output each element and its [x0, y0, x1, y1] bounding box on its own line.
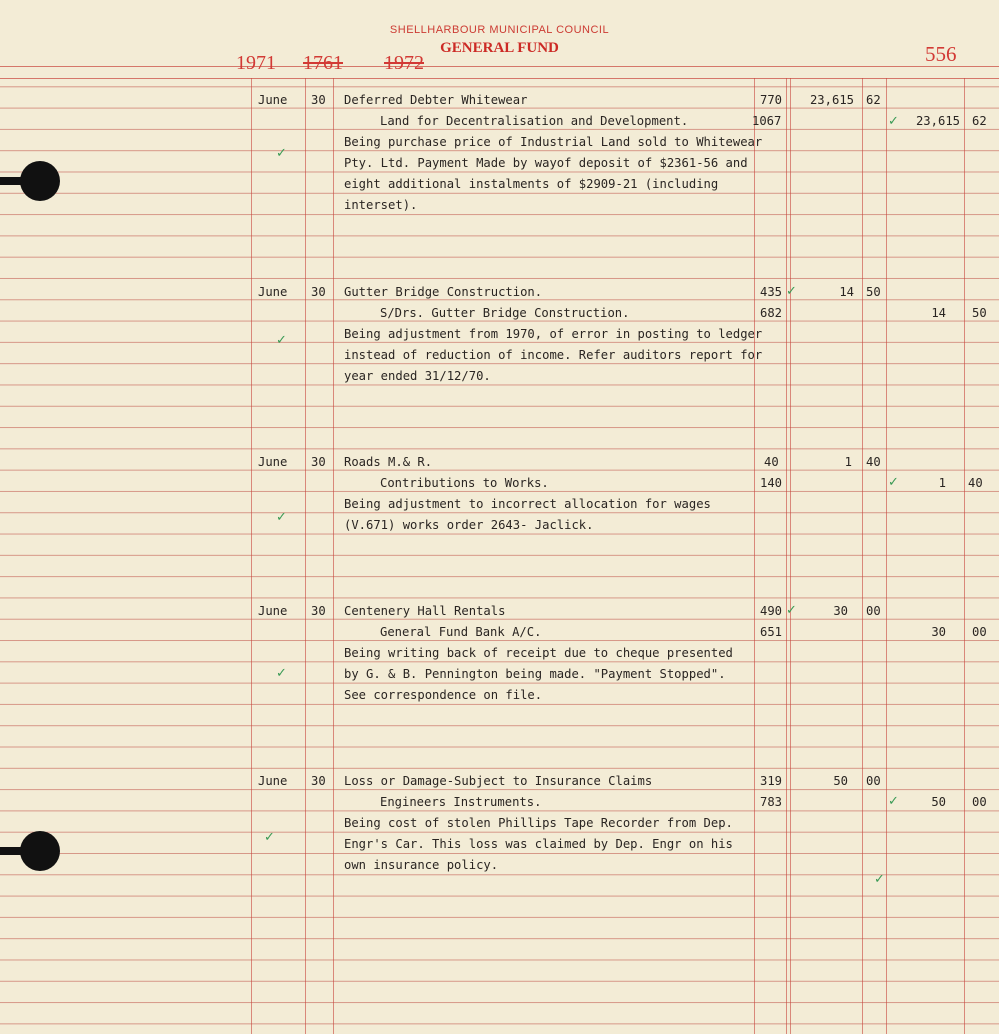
debit-account: Centenery Hall Rentals: [344, 604, 506, 618]
narration-line: Being cost of stolen Phillips Tape Recorder from Dep.: [344, 816, 733, 830]
page-number: 556: [925, 42, 957, 66]
header-rule-top: [0, 66, 999, 67]
credit-dollars: 14: [931, 306, 946, 320]
credit-dollars: 50: [931, 795, 946, 809]
entry-day: 30: [311, 285, 326, 299]
entry-month: June: [258, 455, 288, 469]
credit-folio: 1067: [752, 114, 782, 128]
credit-account: S/Drs. Gutter Bridge Construction.: [380, 306, 630, 320]
column-rule-debit: [790, 78, 791, 1034]
narration-line: instead of reduction of income. Refer auditors report for: [344, 348, 763, 362]
credit-cents: 50: [972, 306, 987, 320]
credit-cents: 40: [968, 476, 983, 490]
check-mark-icon: ✓: [888, 475, 899, 490]
debit-dollars: 50: [833, 774, 848, 788]
entry-month: June: [258, 604, 288, 618]
debit-cents: 62: [866, 93, 881, 107]
check-mark-icon: ✓: [786, 284, 797, 299]
check-mark-icon: ✓: [276, 666, 287, 681]
narration-line: Being purchase price of Industrial Land sold to Whitewear: [344, 135, 763, 149]
credit-account: General Fund Bank A/C.: [380, 625, 542, 639]
credit-account: Land for Decentralisation and Development.: [380, 114, 689, 128]
credit-dollars: 30: [931, 625, 946, 639]
narration-line: eight additional instalments of $2909-21 (including: [344, 177, 719, 191]
entry-day: 30: [311, 774, 326, 788]
column-rule-day: [305, 78, 306, 1034]
struck-year-1: 1761: [303, 52, 343, 74]
narration-line: Being adjustment from 1970, of error in posting to ledger: [344, 327, 763, 341]
column-rule-credit-cents: [964, 78, 965, 1034]
column-rule-folio-left: [754, 78, 755, 1034]
debit-dollars: 30: [833, 604, 848, 618]
credit-account: Contributions to Works.: [380, 476, 549, 490]
narration-line: See correspondence on file.: [344, 688, 543, 702]
debit-cents: 00: [866, 774, 881, 788]
binder-tab-top: [0, 177, 30, 185]
debit-cents: 00: [866, 604, 881, 618]
credit-account: Engineers Instruments.: [380, 795, 542, 809]
column-rule-folio-right: [786, 78, 787, 1034]
header-rule-bottom: [0, 78, 999, 79]
debit-account: Loss or Damage-Subject to Insurance Claims: [344, 774, 653, 788]
narration-line: own insurance policy.: [344, 858, 499, 872]
council-name: SHELLHARBOUR MUNICIPAL COUNCIL: [389, 24, 610, 36]
check-mark-icon: ✓: [888, 794, 899, 809]
narration-line: Being adjustment to incorrect allocation for wages: [344, 497, 711, 511]
debit-account: Gutter Bridge Construction.: [344, 285, 543, 299]
check-mark-icon: ✓: [874, 872, 885, 887]
debit-account: Roads M.& R.: [344, 455, 433, 469]
narration-line: Engr's Car. This loss was claimed by Dep. Engr on his: [344, 837, 733, 851]
credit-cents: 00: [972, 795, 987, 809]
credit-folio: 783: [760, 795, 783, 809]
column-rule-debit-cents: [862, 78, 863, 1034]
binder-tab-bottom: [0, 847, 30, 855]
column-rule-credit: [886, 78, 887, 1034]
credit-folio: 140: [760, 476, 783, 490]
fund-title: GENERAL FUND: [440, 40, 559, 56]
credit-cents: 62: [972, 114, 987, 128]
entry-month: June: [258, 774, 288, 788]
check-mark-icon: ✓: [264, 830, 275, 845]
entry-month: June: [258, 285, 288, 299]
column-rule-date: [251, 78, 252, 1034]
narration-line: interset).: [344, 198, 418, 212]
narration-line: Being writing back of receipt due to cheque presented: [344, 646, 733, 660]
narration-line: Pty. Ltd. Payment Made by wayof deposit of $2361-56 and: [344, 156, 748, 170]
debit-cents: 40: [866, 455, 881, 469]
credit-folio: 682: [760, 306, 783, 320]
check-mark-icon: ✓: [276, 146, 287, 161]
debit-folio: 490: [760, 604, 783, 618]
check-mark-icon: ✓: [276, 333, 287, 348]
entry-day: 30: [311, 455, 326, 469]
check-mark-icon: ✓: [276, 510, 287, 525]
debit-dollars: 23,615: [809, 93, 854, 107]
narration-line: by G. & B. Pennington being made. "Payment Stopped".: [344, 667, 726, 681]
debit-dollars: 1: [844, 455, 852, 469]
credit-folio: 651: [760, 625, 783, 639]
struck-year-2: 1972: [384, 52, 424, 74]
credit-dollars: 23,615: [915, 114, 960, 128]
credit-cents: 00: [972, 625, 987, 639]
ledger-year: 1971: [236, 52, 276, 74]
debit-account: Deferred Debter Whitewear: [344, 93, 528, 107]
narration-line: year ended 31/12/70.: [344, 369, 491, 383]
check-mark-icon: ✓: [888, 114, 899, 129]
entry-day: 30: [311, 93, 326, 107]
credit-dollars: 1: [938, 476, 946, 490]
check-mark-icon: ✓: [786, 603, 797, 618]
debit-folio: 40: [764, 455, 779, 469]
entry-day: 30: [311, 604, 326, 618]
entry-month: June: [258, 93, 288, 107]
debit-folio: 319: [760, 774, 783, 788]
narration-line: (V.671) works order 2643- Jaclick.: [344, 518, 594, 532]
debit-folio: 770: [760, 93, 783, 107]
debit-folio: 435: [760, 285, 783, 299]
debit-cents: 50: [866, 285, 881, 299]
column-rule-particulars: [333, 78, 334, 1034]
debit-dollars: 14: [839, 285, 854, 299]
